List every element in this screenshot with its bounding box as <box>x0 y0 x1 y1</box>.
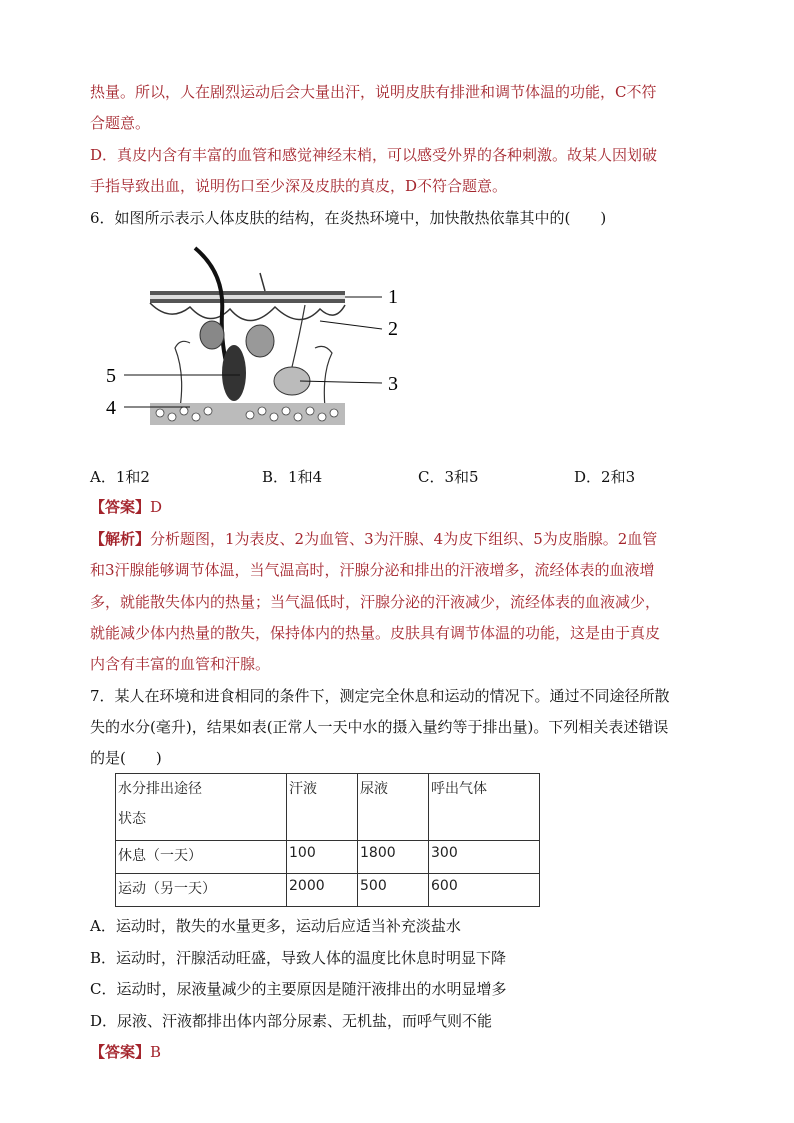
explanation-line: D．真皮内含有丰富的血管和感觉神经末梢，可以感受外界的各种刺激。故某人因划破 <box>90 146 658 164</box>
table-corner-cell: 水分排出途径 状态 <box>116 774 287 841</box>
table-row: 运动（另一天） 2000 500 600 <box>116 874 540 907</box>
explanation-line: 热量。所以，人在剧烈运动后会大量出汗，说明皮肤有排泄和调节体温的功能，C不符 <box>90 83 657 101</box>
table-header-row <box>116 774 540 841</box>
option-d: D．2和3 <box>574 468 636 486</box>
option-b: B．运动时，汗腺活动旺盛，导致人体的温度比休息时明显下降 <box>90 949 507 967</box>
figure-label-3: 3 <box>388 373 398 395</box>
leader-line-3 <box>300 381 382 383</box>
table-row: 休息（一天） 100 1800 300 <box>116 841 540 874</box>
explanation-line: 合题意。 <box>90 114 151 132</box>
answer-line <box>90 1042 161 1062</box>
epidermis-inner <box>150 295 345 299</box>
dermis-boundary <box>150 303 345 321</box>
analysis-line: 和3汗腺能够调节体温，当气温高时，汗腺分泌和排出的汗液增多，流经体表的血液增 <box>90 561 655 579</box>
option-b: B．1和4 <box>262 468 323 486</box>
answer-value: B <box>150 1043 162 1061</box>
option-a: A．运动时，散失的水量更多，运动后应适当补充淡盐水 <box>90 917 461 935</box>
question-7-stem: 失的水分(毫升)，结果如表(正常人一天中水的摄入量约等于排出量)。下列相关表述错误 <box>90 718 669 736</box>
table-header: 呼出气体 <box>429 774 540 841</box>
sebaceous-gland <box>200 321 224 349</box>
analysis-tag: 【解析】 <box>90 530 151 548</box>
answer-tag: 【答案】 <box>90 498 151 516</box>
analysis-line: 多，就能散失体内的热量；当气温低时，汗腺分泌的汗液减少，流经体表的血液减少， <box>90 593 661 611</box>
sebaceous-gland <box>246 325 274 357</box>
nerve-ending <box>315 346 332 408</box>
question-6-stem: 6．如图所示表示人体皮肤的结构，在炎热环境中，加快散热依靠其中的( ) <box>90 209 607 227</box>
figure-label-4: 4 <box>106 397 116 419</box>
option-c: C．运动时，尿液量减少的主要原因是随汗液排出的水明显增多 <box>90 980 507 998</box>
hair-small <box>260 273 265 291</box>
option-a: A．1和2 <box>90 468 150 486</box>
sweat-duct <box>292 305 305 367</box>
option-d: D．尿液、汗液都排出体内部分尿素、无机盐，而呼气则不能 <box>90 1012 493 1030</box>
analysis-line: 就能减少体内热量的散失，保持体内的热量。皮肤具有调节体温的功能，这是由于真皮 <box>90 624 661 642</box>
figure-label-1: 1 <box>388 286 398 308</box>
figure-label-2: 2 <box>388 318 398 340</box>
question-6-options <box>90 467 710 487</box>
explanation-line: 手指导致出血，说明伤口至少深及皮肤的真皮，D不符合题意。 <box>90 177 508 195</box>
question-7-stem: 7．某人在环境和进食相同的条件下，测定完全休息和运动的情况下。通过不同途径所散 <box>90 687 670 705</box>
option-c: C．3和5 <box>418 468 479 486</box>
leader-line-2 <box>320 321 382 329</box>
hair-follicle <box>222 345 246 401</box>
question-7-stem: 的是( ) <box>90 749 162 767</box>
answer-tag: 【答案】 <box>90 1043 151 1061</box>
skin-structure-figure <box>100 243 420 443</box>
figure-label-5: 5 <box>106 365 116 387</box>
analysis-line: 【解析】分析题图，1为表皮、2为血管、3为汗腺、4为皮下组织、5为皮脂腺。2血管 <box>90 530 658 548</box>
answer-value: D <box>150 498 163 516</box>
analysis-line: 内含有丰富的血管和汗腺。 <box>90 655 271 673</box>
table-header: 汗液 <box>287 774 358 841</box>
water-loss-table <box>115 773 540 907</box>
table-header: 尿液 <box>358 774 429 841</box>
answer-line <box>90 497 162 517</box>
